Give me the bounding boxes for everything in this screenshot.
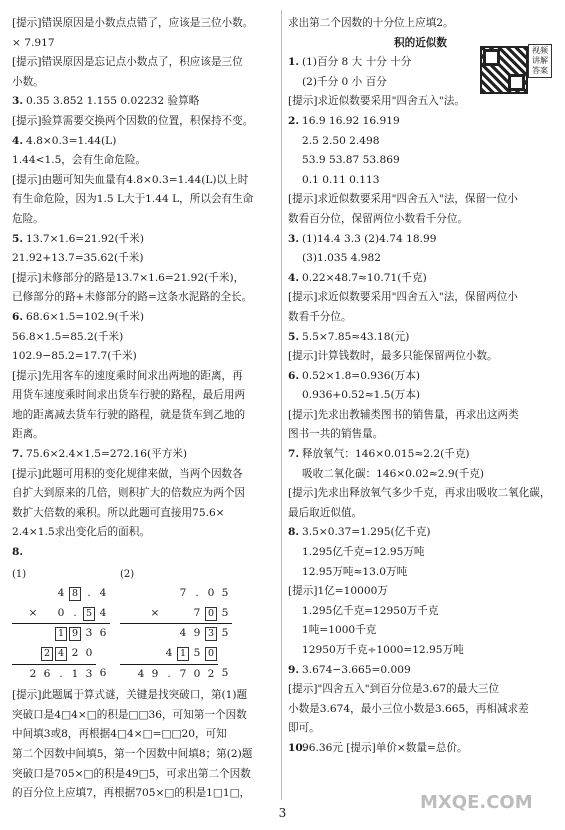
line-text: 13.7×1.6=21.92(千米) [26, 232, 144, 245]
left-column [12, 14, 277, 804]
line-text: 12.95万吨≈13.0万吨 [302, 565, 408, 578]
answer-line [12, 190, 277, 210]
line-text: 第二个因数中间填5，第一个因数中间填8；第(2)题 [12, 747, 253, 760]
hint-line [12, 269, 277, 289]
question-number: 3. [12, 95, 24, 108]
answer-line [288, 230, 553, 250]
boxed-digit: 9 [69, 627, 81, 641]
line-text: [提示]此题属于算式谜，关键是找突破口，第(1)题 [12, 689, 248, 702]
line-text: [提示]验算需要交换两个因数的位置，积保持不变。 [12, 114, 254, 127]
line-text: 释放氧气：146×0.015≈2.2(千克) [302, 448, 470, 461]
hint-line [12, 53, 277, 73]
answer-line [288, 700, 553, 720]
answer-line [12, 347, 277, 367]
digit-cell: 7 [179, 667, 187, 680]
hint-line [288, 406, 553, 426]
line-text: 小数。 [12, 75, 44, 88]
digit-cell: . [59, 667, 63, 680]
answer-line [288, 602, 553, 622]
answer-line [288, 386, 553, 406]
digit-cell: 0 [193, 667, 201, 680]
answer-line [12, 386, 277, 406]
hint-line [288, 190, 553, 210]
digit-cell: 4 [162, 644, 176, 664]
line-text: 数扩大倍数的乘积。所以此题可直接用75.6× [12, 506, 225, 519]
line-text: 危险。 [12, 212, 44, 225]
line-text: (2)千分 0 小 百分 [302, 75, 387, 88]
line-text: [提示]先求出教辅类图书的销售量，再求出这两类 [288, 408, 519, 421]
answer-line [288, 445, 553, 465]
digit-cell: . [87, 587, 91, 600]
boxed-digit: 8 [69, 587, 81, 601]
line-text: 1吨=1000千克 [302, 624, 377, 637]
hint-line [288, 680, 553, 700]
qr-code-icon[interactable] [480, 46, 528, 94]
watermark: MXQE.COM [420, 792, 533, 813]
answer-line [12, 504, 277, 524]
line-text: 自扩大到原来的几倍，则积扩大的倍数应为两个因 [12, 487, 246, 500]
answer-line [12, 406, 277, 426]
hint-line [288, 582, 553, 602]
digit-cell: 5 [218, 604, 232, 624]
digit-cell [162, 604, 176, 624]
column-divider [281, 10, 282, 800]
line-text: [提示]求近似数要采用"四舍五入"法，保留两位小 [288, 291, 518, 304]
digit-cell: 5 [190, 644, 204, 664]
line-text: [提示]错误原因是忘记点小数点了，积应该是三位 [12, 56, 243, 69]
line-text: 53.9 53.87 53.869 [302, 154, 400, 167]
line-text: 1.295亿千克=12950万千克 [302, 604, 439, 617]
question-number: 6. [288, 369, 300, 382]
digit-cell: 5 [221, 627, 229, 640]
digit-cell: 7 [179, 587, 187, 600]
digit-cell: . [167, 667, 171, 680]
digit-cell: 2 [207, 667, 215, 680]
digit-cell: 3 [85, 627, 93, 640]
page-number: 3 [278, 806, 287, 820]
answer-line [12, 425, 277, 445]
left-answers-part2 [12, 686, 277, 804]
answer-line [12, 706, 277, 726]
answer-line [12, 484, 277, 504]
line-text: 求出第二个因数的十分位上应填2。 [288, 17, 454, 29]
line-text: [提示]计算钱数时，最多只能保留两位小数。 [288, 350, 498, 363]
answer-line [288, 210, 553, 230]
digit-cell: 4 [137, 667, 145, 680]
hint-line [288, 347, 553, 367]
line-text: (1)百分 8 大 十分 十分 [302, 56, 412, 69]
digit-cell: 0 [54, 604, 68, 624]
question-number: 3. [288, 232, 300, 245]
answer-line [12, 765, 277, 785]
boxed-digit: 5 [83, 607, 95, 621]
line-text: 2.4×1.5求出变化后的面积。 [12, 526, 150, 539]
boxed-digit: 1 [55, 627, 67, 641]
line-text: 突破口是4□4×□的积是□□36，可知第一个因数 [12, 708, 247, 721]
left-answers-part1 [12, 14, 277, 543]
answer-line [288, 543, 553, 563]
hint-line [12, 465, 277, 485]
line-text: 距离。 [12, 428, 44, 441]
answer-line [12, 745, 277, 765]
boxed-digit: 0 [205, 647, 217, 661]
line-text: [提示]未修部分的路是13.7×1.6=21.92(千米)， [12, 271, 245, 284]
question-number: 4. [12, 134, 24, 147]
line-text: 1.295亿千克=12.95万吨 [302, 546, 425, 559]
line-text: 地的距离减去货车行驶的路程，就是货车到乙地的 [12, 408, 246, 421]
answer-line [288, 367, 553, 387]
line-text: 3.674−3.665=0.009 [302, 663, 411, 676]
digit-cell: 5 [221, 667, 229, 680]
sub-label: (2) [120, 568, 135, 580]
sub-label: (1) [12, 568, 27, 580]
right-column [288, 14, 553, 759]
line-text: (3)1.035 4.982 [302, 252, 382, 265]
answer-line [12, 210, 277, 230]
boxed-digit: 4 [55, 647, 67, 661]
digit-cell: 4 [96, 604, 110, 624]
line-text: 数看千分位。 [288, 310, 352, 323]
answer-line [288, 269, 553, 289]
digit-cell: 2 [68, 644, 82, 664]
answer-line [12, 249, 277, 269]
digit-cell: 4 [57, 587, 65, 600]
digit-cell: 4 [179, 627, 187, 640]
answer-line [12, 34, 277, 54]
line-text: 0.35 3.852 1.155 0.02232 验算略 [26, 95, 200, 108]
boxed-digit: 3 [205, 627, 217, 641]
boxed-digit: 2 [41, 647, 53, 661]
answer-line [12, 230, 277, 250]
answer-line [12, 784, 277, 804]
hint-line [12, 367, 277, 387]
line-text: 21.92+13.7=35.62(千米) [12, 252, 144, 265]
line-text: 0.52×1.8=0.936(万本) [302, 369, 420, 382]
answer-line [288, 132, 553, 152]
answer-line [288, 14, 553, 34]
answer-line [288, 151, 553, 171]
answer-line [12, 523, 277, 543]
qr-label: 视频讲解答案 [528, 44, 552, 78]
digit-cell [162, 584, 176, 604]
question-number: 5. [12, 232, 24, 245]
digit-cell: 0 [82, 644, 96, 664]
line-text: 用货车速度乘时间求出货车行驶的路程，最后用两 [12, 389, 246, 402]
line-text: 中间填3或8，再根据4□4×□=□□20，可知 [12, 728, 227, 741]
line-text: 2.5 2.50 2.498 [302, 134, 380, 147]
line-text: 已修部分的路+未修部分的路=这条水泥路的全长。 [12, 291, 253, 304]
line-text: 16.9 16.92 16.919 [302, 114, 400, 127]
question-number: 4. [288, 271, 300, 284]
line-text: 0.936+0.52≈1.5(万本) [302, 389, 420, 402]
digit-cell: 6 [43, 667, 51, 680]
line-text: [提示]先用客车的速度乘时间求出两地的距离，再 [12, 369, 243, 382]
line-text: 突破口是705×□的积是49□5，可求出第二个因数 [12, 767, 251, 780]
line-text: 最后取近似值。 [288, 506, 363, 519]
hint-line [12, 112, 277, 132]
answer-line [12, 151, 277, 171]
multiplication-b [120, 565, 232, 685]
answer-line [288, 465, 553, 485]
line-text: 积的近似数 [394, 36, 447, 49]
digit-cell [176, 604, 190, 624]
boxed-digit: 1 [177, 647, 189, 661]
digit-cell [148, 584, 162, 604]
answer-line [12, 288, 277, 308]
answer-line [288, 504, 553, 524]
right-answers [288, 14, 553, 759]
line-text: 1.44<1.5，会有生命危险。 [12, 154, 147, 167]
line-text: [提示]由题可知失血量有4.8×0.3=1.44(L)以上时 [12, 173, 249, 186]
hint-line [12, 171, 277, 191]
digit-cell: 9 [151, 667, 159, 680]
question-number: 7. [288, 448, 300, 461]
line-text: 数看百分位，保留两位小数看千分位。 [288, 212, 469, 225]
line-text: [提示]"四舍五入"到百分位是3.67的最大三位 [288, 683, 500, 696]
answer-line [288, 641, 553, 661]
answer-line [12, 445, 277, 465]
digit-cell: . [68, 604, 82, 624]
answer-line [12, 308, 277, 328]
line-text: 即可。 [288, 722, 320, 735]
answer-line [12, 328, 277, 348]
digit-cell [40, 604, 54, 624]
line-text: [提示]错误原因是小数点点错了，应该是三位小数。 [12, 17, 254, 29]
hint-line [288, 92, 553, 112]
line-text: 102.9−85.2=17.7(千米) [12, 350, 137, 363]
line-text: 0.22×48.7≈10.71(千克) [302, 271, 427, 284]
digit-cell: 7 [190, 604, 204, 624]
multiplication-a [12, 565, 110, 685]
hint-line [12, 686, 277, 706]
answer-line [288, 523, 553, 543]
line-text: 56.8×1.5=85.2(千米) [12, 330, 124, 343]
digit-cell: . [195, 587, 199, 600]
digit-cell: 6 [99, 627, 107, 640]
answer-line [288, 171, 553, 191]
line-text: [提示]求近似数要采用"四舍五入"法，保留一位小 [288, 193, 518, 206]
question-number: 7. [12, 448, 24, 461]
answer-line [12, 725, 277, 745]
digit-cell: × [26, 604, 40, 624]
question-8-header [12, 543, 277, 563]
line-text: 吸收二氧化碳：146×0.02≈2.9(千克) [302, 467, 485, 480]
digit-cell: 6 [99, 667, 107, 680]
line-text: 有生命危险，因为1.5 L大于1.44 L，所以会有生命 [12, 193, 254, 206]
line-text: 小数是3.674，最小三位小数是3.665，再相减求差 [288, 702, 529, 715]
line-text: × 7.917 [12, 36, 55, 49]
answer-line [12, 73, 277, 93]
line-text: 3.5×0.37=1.295(亿千克) [302, 526, 431, 539]
line-text: 5.5×7.85≈43.18(元) [302, 330, 410, 343]
line-text: 96.36元 [提示]单价×数量=总价。 [302, 741, 468, 754]
line-text: [提示]此题可用积的变化规律来做，当两个因数各 [12, 467, 243, 480]
digit-cell [40, 584, 54, 604]
digit-cell: 0 [207, 587, 215, 600]
question-number: 6. [12, 310, 24, 323]
answer-line [12, 92, 277, 112]
line-text: 的百分位上应填7，再根据705×□的积是1□1□， [12, 787, 251, 800]
answer-line [288, 425, 553, 445]
line-text: 68.6×1.5=102.9(千米) [26, 310, 144, 323]
digit-cell: 4 [99, 587, 107, 600]
digit-cell: 9 [193, 627, 201, 640]
answer-line [12, 132, 277, 152]
answer-line [288, 621, 553, 641]
question-number: 2. [288, 114, 300, 127]
answer-line [288, 328, 553, 348]
vertical-multiplication [12, 565, 277, 685]
question-number: 9. [288, 663, 300, 676]
answer-line [288, 308, 553, 328]
boxed-digit: 0 [205, 607, 217, 621]
question-number: 8. [288, 526, 300, 539]
question-number: 5. [288, 330, 300, 343]
digit-cell: × [148, 604, 162, 624]
question-number: 10. [288, 741, 307, 754]
hint-line [12, 14, 277, 34]
digit-cell: 5 [221, 587, 229, 600]
answer-line [288, 719, 553, 739]
question-number: 1. [288, 56, 300, 69]
line-text: [提示]1亿=10000万 [288, 585, 388, 598]
line-text: 4.8×0.3=1.44(L) [26, 134, 117, 147]
hint-line [288, 484, 553, 504]
line-text: 0.1 0.11 0.113 [302, 173, 380, 186]
digit-cell: 3 [85, 667, 93, 680]
line-text: [提示]先求出释放氧气多少千克，再求出吸收二氧化碳， [288, 487, 551, 500]
line-text: 图书一共的销售量。 [288, 428, 384, 441]
answer-line [288, 739, 553, 759]
line-text: 75.6×2.4×1.5=272.16(平方米) [26, 448, 188, 461]
line-text: 12950万千克÷1000=12.95万吨 [302, 644, 464, 656]
digit-cell: 2 [29, 667, 37, 680]
answer-line [288, 563, 553, 583]
hint-line [288, 288, 553, 308]
answer-line [288, 661, 553, 681]
question-number: 8. [12, 546, 24, 559]
digit-cell: 1 [71, 667, 79, 680]
answer-line [288, 112, 553, 132]
answer-line [288, 249, 553, 269]
line-text: [提示]求近似数要采用"四舍五入"法。 [288, 95, 465, 108]
line-text: (1)14.4 3.3 (2)4.74 18.99 [302, 232, 437, 245]
